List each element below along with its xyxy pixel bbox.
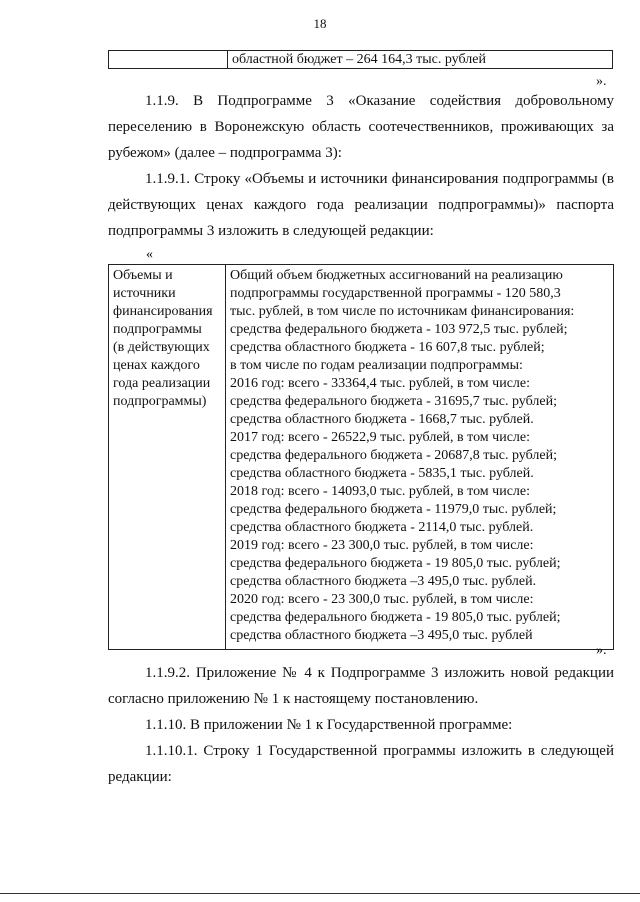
funding-detail-line: тыс. рублей, в том числе по источникам финансирования: [230, 304, 575, 319]
funding-table [108, 264, 614, 650]
closing-quote: ». [596, 643, 607, 658]
funding-detail-line: средства федерального бюджета - 19 805,0 тыс. рублей; [230, 556, 561, 571]
funding-detail-line: средства федерального бюджета - 103 972,5 тыс. рублей; [230, 322, 568, 337]
funding-detail-line: средства федерального бюджета - 19 805,0 тыс. рублей; [230, 610, 561, 625]
continuation-right-cell: областной бюджет – 264 164,3 тыс. рублей [228, 51, 613, 69]
funding-detail-line: 2017 год: всего - 26522,9 тыс. рублей, в том числе: [230, 430, 530, 445]
funding-detail-line: 2016 год: всего - 33364,4 тыс. рублей, в том числе: [230, 376, 530, 391]
funding-label-line: года реализации [113, 376, 211, 391]
funding-detail-line: средства федерального бюджета - 20687,8 тыс. рублей; [230, 448, 557, 463]
paragraph-1-1-10: 1.1.10. В приложении № 1 к Государственной программе: [145, 717, 513, 733]
opening-quote: « [146, 247, 153, 262]
funding-details-cell [226, 265, 614, 650]
funding-detail-line: подпрограммы государственной программы - 120 580,3 [230, 286, 561, 301]
paragraph-1-1-9-1: 1.1.9.1. Строку «Объемы и источники финансирования подпрограммы (в действующих ценах каждого года реализации подпрограммы)» паспорта подпрограммы 3 изложить в следующей редакции: [108, 171, 614, 239]
funding-detail-line: средства областного бюджета –3 495,0 тыс. рублей. [230, 574, 537, 589]
funding-label-line: подпрограммы) [113, 394, 207, 409]
funding-label-line: Объемы и [113, 268, 173, 283]
funding-detail-line: средства федерального бюджета - 11979,0 тыс. рублей; [230, 502, 557, 517]
page-number: 18 [313, 16, 327, 31]
funding-detail-line: 2019 год: всего - 23 300,0 тыс. рублей, в том числе: [230, 538, 534, 553]
paragraph-1-1-10-1: 1.1.10.1. Строку 1 Государственной программы изложить в следующей редакции: [108, 743, 614, 785]
funding-label-line: (в действующих [113, 340, 210, 355]
funding-detail-line: 2018 год: всего - 14093,0 тыс. рублей, в том числе: [230, 484, 530, 499]
funding-detail-line: средства федерального бюджета - 31695,7 тыс. рублей; [230, 394, 557, 409]
paragraph-1-1-9-2: 1.1.9.2. Приложение № 4 к Подпрограмме 3 изложить новой редакции согласно приложению № 1 к настоящему постановлению. [108, 665, 614, 707]
funding-label-cell [109, 265, 226, 650]
table-row [109, 51, 613, 69]
closing-quote: ». [596, 74, 607, 89]
funding-detail-line: средства областного бюджета –3 495,0 тыс. рублей [230, 628, 533, 643]
funding-detail-line: средства областного бюджета - 2114,0 тыс. рублей. [230, 520, 534, 535]
funding-detail-line: в том числе по годам реализации подпрограммы: [230, 358, 523, 373]
continuation-left-cell [109, 51, 228, 69]
funding-detail-line: Общий объем бюджетных ассигнований на реализацию [230, 268, 563, 283]
table-row [109, 265, 614, 650]
funding-label-line: источники [113, 286, 176, 301]
funding-label-line: финансирования [113, 304, 213, 319]
paragraph-1-1-9: 1.1.9. В Подпрограмме 3 «Оказание содействия добровольному переселению в Воронежскую область соотечественников, проживающих за рубежом» (далее – подпрограмма 3): [108, 93, 614, 161]
funding-detail-line: средства областного бюджета - 16 607,8 тыс. рублей; [230, 340, 545, 355]
funding-label-line: подпрограммы [113, 322, 202, 337]
footer-rule [0, 893, 640, 894]
funding-detail-line: средства областного бюджета - 5835,1 тыс. рублей. [230, 466, 534, 481]
funding-detail-line: средства областного бюджета - 1668,7 тыс. рублей. [230, 412, 534, 427]
funding-label-line: ценах каждого [113, 358, 200, 373]
continuation-table [108, 50, 613, 69]
funding-detail-line: 2020 год: всего - 23 300,0 тыс. рублей, в том числе: [230, 592, 534, 607]
